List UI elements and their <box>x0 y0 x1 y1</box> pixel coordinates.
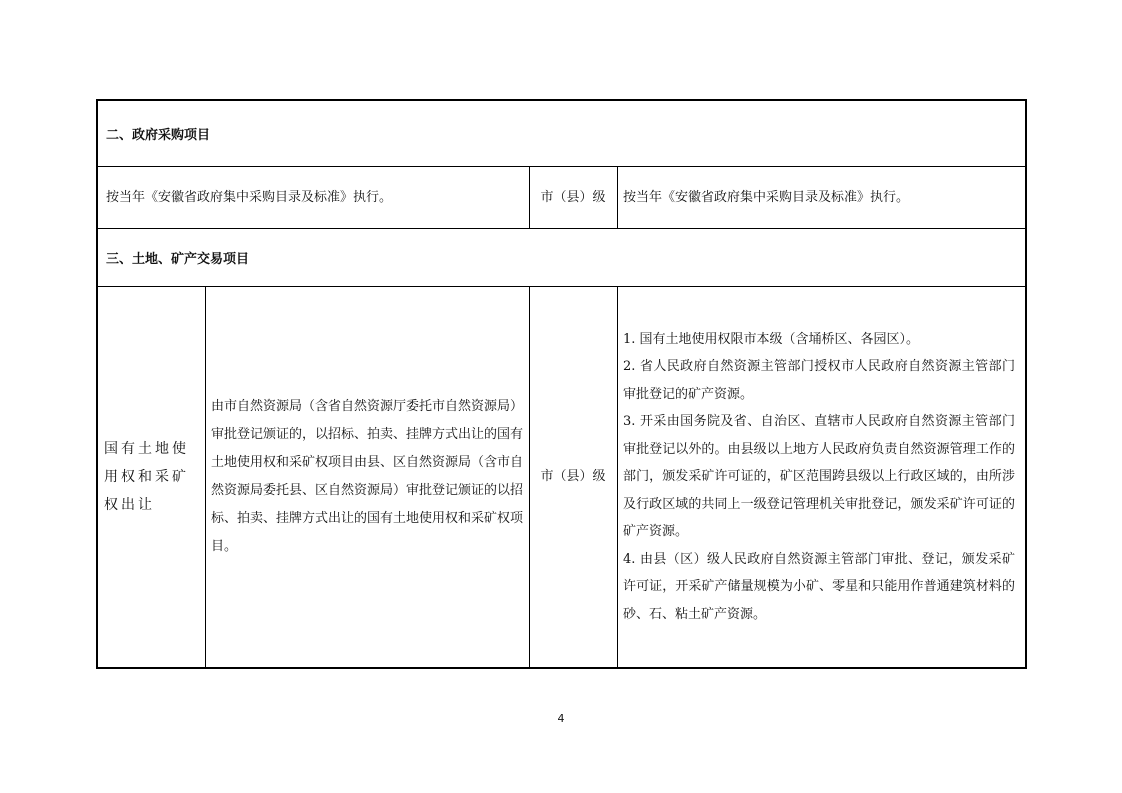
table-row-procurement <box>98 167 1025 229</box>
list-item: 4. 由县（区）级人民政府自然资源主管部门审批、登记，颁发采矿许可证，开采矿产储量规模为小矿、零星和只能用作普通建筑材料的砂、石、粘土矿产资源。 <box>623 551 1015 622</box>
level-cell: 市（县）级 <box>540 189 606 205</box>
page-number: 4 <box>557 712 565 725</box>
list-item: 1. 国有土地使用权限市本级（含埇桥区、各园区）。 <box>623 331 920 347</box>
section-header-land-mineral <box>98 229 1025 287</box>
condition-list <box>617 326 1025 629</box>
scope-text: 由市自然资源局（含省自然资源厅委托市自然资源局）审批登记颁证的，以招标、拍卖、挂牌方式出让的国有土地使用权和采矿权项目由县、区自然资源局（含市自然资源局委托县、区自然资源局）审批登记颁证的以招标、拍卖、挂牌方式出让的国有土地使用权和采矿权项目。 <box>211 399 524 554</box>
list-item: 3. 开采由国务院及省、自治区、直辖市人民政府自然资源主管部门审批登记以外的。由县级以上地方人民政府负责自然资源管理工作的部门，颁发采矿许可证的，矿区范围跨县级以上行政区域的，由所涉及行政区域的共同上一级登记管理机关审批登记，颁发采矿许可证的矿产资源。 <box>623 414 1015 540</box>
project-name-cell <box>98 287 205 667</box>
scope-cell: 按当年《安徽省政府集中采购目录及标准》执行。 <box>106 189 393 205</box>
scope-cell <box>205 287 529 667</box>
condition-cell: 按当年《安徽省政府集中采购目录及标准》执行。 <box>623 189 910 205</box>
section-title: 三、土地、矿产交易项目 <box>106 252 250 267</box>
project-table <box>96 99 1027 669</box>
condition-cell <box>617 287 1025 667</box>
project-name: 国有土地使用权和采矿权出让 <box>104 441 189 513</box>
table-row-land-mineral <box>98 287 1025 667</box>
list-item: 2. 省人民政府自然资源主管部门授权市人民政府自然资源主管部门审批登记的矿产资源。 <box>623 359 1015 402</box>
section-header-procurement <box>98 101 1025 167</box>
level-cell: 市（县）级 <box>540 469 606 484</box>
section-title: 二、政府采购项目 <box>106 128 211 143</box>
